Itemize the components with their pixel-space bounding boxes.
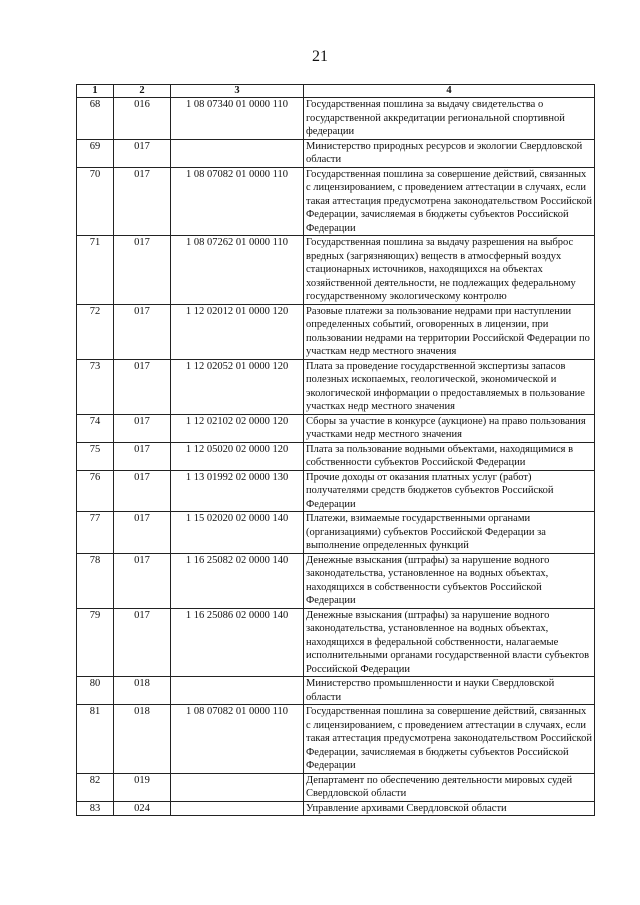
table-row [77, 442, 595, 470]
administrator-code-cell: 017 [114, 139, 171, 167]
row-number-cell: 68 [77, 98, 114, 140]
budget-classification-code-cell: 1 16 25086 02 0000 140 [171, 608, 304, 677]
column-header-4: 4 [304, 85, 595, 98]
row-number-cell: 72 [77, 304, 114, 359]
budget-classification-code-cell: 1 12 02012 01 0000 120 [171, 304, 304, 359]
administrator-code-cell: 018 [114, 677, 171, 705]
administrator-code-cell: 017 [114, 470, 171, 512]
table-row [77, 304, 595, 359]
row-number-cell: 76 [77, 470, 114, 512]
revenue-description-cell: Управление архивами Свердловской области [304, 801, 595, 816]
budget-classification-code-cell [171, 773, 304, 801]
revenue-description-cell: Денежные взыскания (штрафы) за нарушение водного законодательства, установленное на водных объектах, находящихся в собственности субъектов Российской Федерации [304, 553, 595, 608]
row-number-cell: 77 [77, 512, 114, 554]
row-number-cell: 74 [77, 414, 114, 442]
table-body [77, 98, 595, 816]
revenue-description-cell: Плата за проведение государственной экспертизы запасов полезных ископаемых, геологической, экономической и экологической информации о предоставляемых в пользование участках недр местного значения [304, 359, 595, 414]
budget-classification-code-cell: 1 12 02052 01 0000 120 [171, 359, 304, 414]
administrator-code-cell: 024 [114, 801, 171, 816]
budget-classification-code-cell: 1 15 02020 02 0000 140 [171, 512, 304, 554]
table-row [77, 677, 595, 705]
budget-classification-code-cell [171, 139, 304, 167]
row-number-cell: 81 [77, 705, 114, 774]
column-header-1: 1 [77, 85, 114, 98]
revenue-description-cell: Платежи, взимаемые государственными органами (организациями) субъектов Российской Федерации за выполнение определенных функций [304, 512, 595, 554]
administrator-code-cell: 017 [114, 167, 171, 236]
table-row [77, 553, 595, 608]
column-header-3: 3 [171, 85, 304, 98]
table-row [77, 705, 595, 774]
column-header-2: 2 [114, 85, 171, 98]
table-row [77, 414, 595, 442]
table-row [77, 773, 595, 801]
revenue-description-cell: Разовые платежи за пользование недрами при наступлении определенных событий, оговоренных в лицензии, при пользовании недрами на территории Российской Федерации по участкам недр местного значения [304, 304, 595, 359]
row-number-cell: 73 [77, 359, 114, 414]
table-row [77, 167, 595, 236]
table-row [77, 608, 595, 677]
administrator-code-cell: 017 [114, 608, 171, 677]
budget-classification-code-cell [171, 801, 304, 816]
row-number-cell: 82 [77, 773, 114, 801]
administrator-code-cell: 017 [114, 414, 171, 442]
row-number-cell: 71 [77, 236, 114, 305]
table-row [77, 359, 595, 414]
budget-classification-code-cell: 1 08 07340 01 0000 110 [171, 98, 304, 140]
budget-classification-code-cell: 1 08 07082 01 0000 110 [171, 705, 304, 774]
row-number-cell: 75 [77, 442, 114, 470]
revenue-description-cell: Государственная пошлина за совершение действий, связанных с лицензированием, с проведением аттестации в случаях, если такая аттестация предусмотрена законодательством Российской Федерации, зачисляемая в бюджеты субъектов Российской Федерации [304, 167, 595, 236]
row-number-cell: 78 [77, 553, 114, 608]
revenue-description-cell: Министерство промышленности и науки Свердловской области [304, 677, 595, 705]
administrator-code-cell: 017 [114, 553, 171, 608]
table-row [77, 512, 595, 554]
administrator-code-cell: 018 [114, 705, 171, 774]
table-row [77, 139, 595, 167]
revenue-description-cell: Департамент по обеспечению деятельности мировых судей Свердловской области [304, 773, 595, 801]
revenue-description-cell: Государственная пошлина за выдачу разрешения на выброс вредных (загрязняющих) веществ в атмосферный воздух стационарных источников, находящихся на объектах хозяйственной деятельности, не подлежащих федеральному государственному экологическому контролю [304, 236, 595, 305]
revenue-description-cell: Сборы за участие в конкурсе (аукционе) на право пользования участками недр местного значения [304, 414, 595, 442]
budget-classification-code-cell: 1 12 02102 02 0000 120 [171, 414, 304, 442]
row-number-cell: 83 [77, 801, 114, 816]
budget-classification-code-cell: 1 13 01992 02 0000 130 [171, 470, 304, 512]
administrator-code-cell: 017 [114, 512, 171, 554]
budget-classification-code-cell: 1 08 07082 01 0000 110 [171, 167, 304, 236]
revenue-description-cell: Прочие доходы от оказания платных услуг (работ) получателями средств бюджетов субъектов Российской Федерации [304, 470, 595, 512]
table-row [77, 236, 595, 305]
table-row [77, 801, 595, 816]
table-header-row [77, 85, 595, 98]
budget-classification-code-cell: 1 08 07262 01 0000 110 [171, 236, 304, 305]
administrator-code-cell: 017 [114, 304, 171, 359]
administrator-code-cell: 017 [114, 359, 171, 414]
administrator-code-cell: 017 [114, 236, 171, 305]
administrator-code-cell: 017 [114, 442, 171, 470]
row-number-cell: 69 [77, 139, 114, 167]
revenue-description-cell: Государственная пошлина за выдачу свидетельства о государственной аккредитации региональной спортивной федерации [304, 98, 595, 140]
page-number: 21 [312, 48, 328, 65]
administrator-code-cell: 016 [114, 98, 171, 140]
budget-classification-code-cell: 1 12 05020 02 0000 120 [171, 442, 304, 470]
budget-revenue-table [76, 84, 595, 816]
row-number-cell: 80 [77, 677, 114, 705]
revenue-description-cell: Министерство природных ресурсов и экологии Свердловской области [304, 139, 595, 167]
administrator-code-cell: 019 [114, 773, 171, 801]
revenue-description-cell: Плата за пользование водными объектами, находящимися в собственности субъектов Российской Федерации [304, 442, 595, 470]
budget-classification-code-cell: 1 16 25082 02 0000 140 [171, 553, 304, 608]
revenue-description-cell: Государственная пошлина за совершение действий, связанных с лицензированием, с проведением аттестации в случаях, если такая аттестация предусмотрена законодательством Российской Федерации, зачисляемая в бюджеты субъектов Российской Федерации [304, 705, 595, 774]
table-row [77, 470, 595, 512]
revenue-description-cell: Денежные взыскания (штрафы) за нарушение водного законодательства, установленное на водных объектах, находящихся в федеральной собственности, налагаемые исполнительными органами государственной власти субъектов Российской Федерации [304, 608, 595, 677]
row-number-cell: 70 [77, 167, 114, 236]
budget-classification-code-cell [171, 677, 304, 705]
row-number-cell: 79 [77, 608, 114, 677]
table-row [77, 98, 595, 140]
